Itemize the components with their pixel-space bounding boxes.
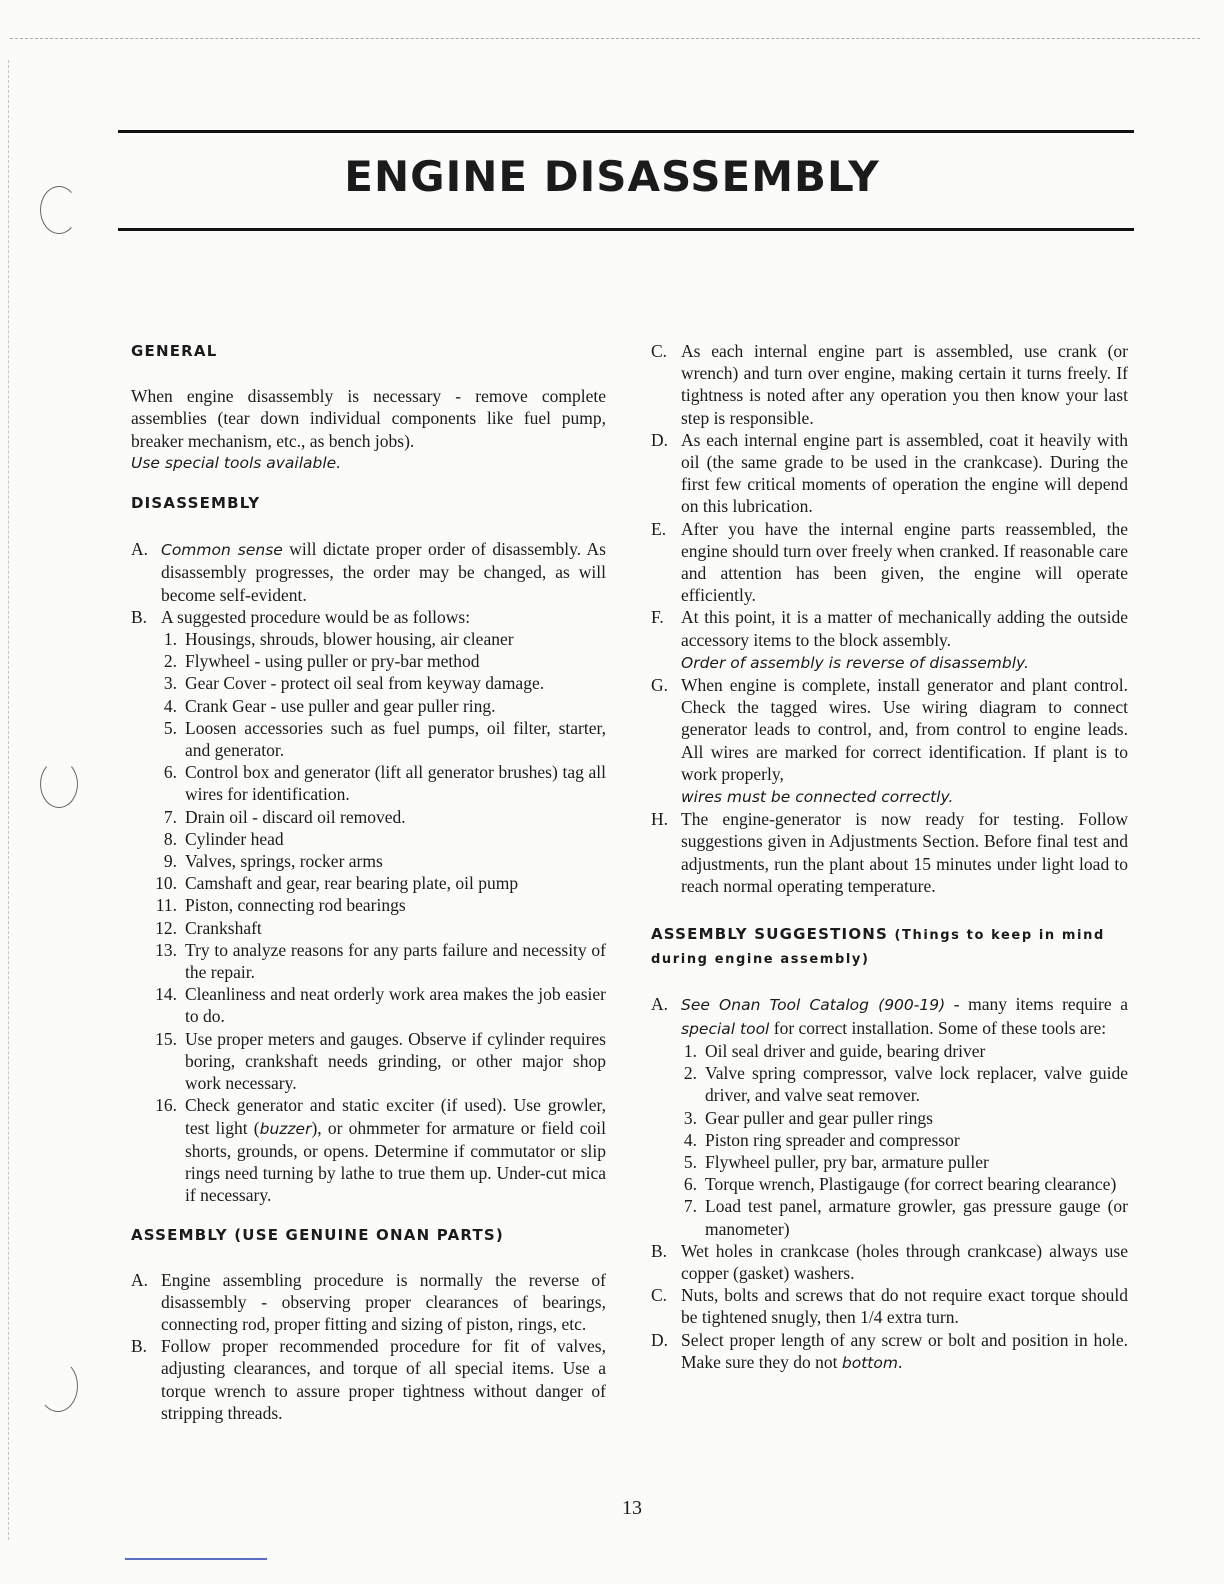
item-letter: H.	[651, 809, 669, 830]
step-number: 11.	[155, 895, 177, 916]
page-title: ENGINE DISASSEMBLY	[344, 152, 880, 201]
step-text: Crankshaft	[185, 917, 262, 938]
step-number: 16.	[155, 1095, 177, 1116]
procedure-step	[153, 695, 606, 717]
item-text: Wet holes in crankcase (holes through crankcase) always use copper (gasket) washers.	[681, 1240, 1128, 1283]
procedure-step	[153, 872, 606, 894]
item-letter: A.	[131, 1269, 149, 1290]
step-number: 14.	[155, 984, 177, 1005]
procedure-step	[153, 761, 606, 805]
item-letter: D.	[651, 1329, 669, 1350]
bottom-emphasis: bottom	[841, 1353, 898, 1372]
procedure-step	[153, 717, 606, 761]
tool-number: 2.	[683, 1063, 697, 1084]
tool-item	[673, 1040, 1128, 1062]
tool-number: 1.	[683, 1040, 697, 1061]
item-letter: E.	[651, 518, 667, 539]
tool-text: Valve spring compressor, valve lock replacer, valve guide driver, and valve seat remover.	[705, 1063, 1128, 1106]
step-text: Housings, shrouds, blower housing, air cleaner	[185, 629, 514, 650]
assembly-item-d	[651, 429, 1128, 518]
assembly-item-b	[131, 1335, 606, 1424]
step-number: 12.	[155, 917, 177, 938]
procedure-step	[153, 917, 606, 939]
right-column	[651, 340, 1128, 1374]
procedure-step	[153, 939, 606, 983]
item-text: At this point, it is a matter of mechanically adding the outside accessory items to the block assembly.	[681, 607, 1128, 650]
item-letter: G.	[651, 675, 669, 696]
step-text: Drain oil - discard oil removed.	[185, 806, 406, 827]
step-number: 7.	[163, 806, 177, 827]
procedure-step	[153, 1094, 606, 1206]
step-text: Use proper meters and gauges. Observe if cylinder requires boring, crankshaft needs grinding, or other major shop work necessary.	[185, 1028, 606, 1094]
tools-list	[651, 1040, 1128, 1240]
step-text: Try to analyze reasons for any parts failure and necessity of the repair.	[185, 939, 606, 983]
item-letter: F.	[651, 607, 664, 628]
item-text: As each internal engine part is assembled, coat it heavily with oil (the same grade to be used in the crankcase). During the first few critical moments of operation the engine will depend on this lubrication.	[681, 429, 1128, 517]
tool-item	[673, 1107, 1128, 1129]
tool-number: 7.	[683, 1196, 697, 1217]
item-text: The engine-generator is now ready for testing. Follow suggestions given in Adjustments Section. Before final test and adjustments, run the plant about 15 minutes under light load to reach normal operating temperature.	[681, 809, 1128, 896]
tool-catalog-reference: See Onan Tool Catalog (900-19)	[681, 996, 946, 1015]
scan-speckle-top	[10, 38, 1200, 39]
procedure-step	[153, 806, 606, 828]
disassembly-heading: DISASSEMBLY	[131, 494, 261, 513]
suggestion-item-c	[651, 1284, 1128, 1328]
item-text: for correct installation. Some of these tools are:	[769, 1017, 1107, 1038]
procedure-step	[153, 1028, 606, 1095]
page-edge-mark	[125, 1558, 267, 1560]
buzzer-emphasis: buzzer	[259, 1119, 312, 1138]
step-number: 6.	[163, 762, 177, 783]
step-text: Flywheel - using puller or pry-bar method	[185, 651, 480, 672]
tool-text: Gear puller and gear puller rings	[705, 1107, 933, 1128]
item-text: A suggested procedure would be as follows:	[161, 606, 471, 627]
step-text-part: Check generator and static exciter (if used). Use growler, test light (	[185, 1095, 606, 1138]
step-text: Crank Gear - use puller and gear puller ring.	[185, 695, 496, 716]
left-column	[131, 340, 606, 1424]
item-text: Nuts, bolts and screws that do not require exact torque should be tightened snugly, then 1/4 extra turn.	[681, 1285, 1128, 1328]
step-text: Control box and generator (lift all generator brushes) tag all wires for identification.	[185, 762, 606, 805]
step-text-part: ), or ohmmeter for armature or field coil shorts, grounds, or opens. Determine if commutator or slip rings need turning by lathe to true them up. Under-cut mica if necessary.	[185, 1117, 606, 1206]
step-text: Loosen accessories such as fuel pumps, oil filter, starter, and generator.	[185, 717, 606, 761]
item-note: wires must be connected correctly.	[681, 788, 954, 807]
step-number: 5.	[163, 717, 177, 738]
procedure-list	[131, 628, 606, 1206]
item-letter: C.	[651, 1285, 668, 1306]
disassembly-item-b	[131, 606, 606, 628]
tool-item	[673, 1151, 1128, 1173]
step-text: Cleanliness and neat orderly work area makes the job easier to do.	[185, 984, 606, 1027]
item-text: will dictate proper order of disassembly. As disassembly progresses, the order may be changed, as will become self-evident.	[161, 539, 606, 605]
step-text: Valves, springs, rocker arms	[185, 851, 383, 872]
general-body: When engine disassembly is necessary - remove complete assemblies (tear down individual components like fuel pump, breaker mechanism, etc., as bench jobs).	[131, 386, 606, 451]
assembly-heading: ASSEMBLY (USE GENUINE ONAN PARTS)	[131, 1226, 504, 1245]
item-text: .	[897, 1351, 903, 1372]
item-text: Follow proper recommended procedure for fit of valves, adjusting clearances, and torque of all special items. Use a torque wrench to assure proper tightness without danger of stripping threads.	[161, 1336, 606, 1423]
title-bottom-rule	[118, 228, 1134, 231]
tool-number: 3.	[683, 1107, 697, 1128]
step-number: 3.	[163, 673, 177, 694]
tool-number: 4.	[683, 1129, 697, 1150]
tool-item	[673, 1173, 1128, 1195]
procedure-step	[153, 850, 606, 872]
suggestion-item-a	[651, 993, 1128, 1039]
binder-hole-bottom	[38, 1360, 78, 1412]
item-text: As each internal engine part is assembled, use crank (or wrench) and turn over engine, making certain it turns freely. If tightness is noted after any operation you then know your last step is responsible.	[681, 341, 1128, 428]
tool-text: Torque wrench, Plastigauge (for correct bearing clearance)	[705, 1174, 1117, 1195]
suggestions-title: ASSEMBLY SUGGESTIONS	[651, 925, 889, 944]
step-number: 4.	[163, 695, 177, 716]
item-letter: B.	[651, 1240, 668, 1261]
tool-number: 6.	[683, 1174, 697, 1195]
item-text: - many items require a	[945, 994, 1128, 1015]
general-heading: GENERAL	[131, 342, 218, 360]
suggestions-subtitle: (Things to keep in mind during engine assembly)	[651, 928, 1105, 968]
item-letter: B.	[131, 1336, 148, 1357]
step-number: 2.	[163, 651, 177, 672]
item-text: Engine assembling procedure is normally the reverse of disassembly - observing proper clearances of bearings, connecting rod, proper fitting and sizing of piston, rings, etc.	[161, 1269, 606, 1334]
step-number: 1.	[163, 629, 177, 650]
procedure-step	[153, 894, 606, 916]
tool-number: 5.	[683, 1151, 697, 1172]
assembly-item-c	[651, 340, 1128, 429]
procedure-step	[153, 650, 606, 672]
disassembly-item-a	[131, 538, 606, 606]
suggestion-item-d	[651, 1329, 1128, 1374]
item-letter: C.	[651, 341, 668, 361]
tool-text: Oil seal driver and guide, bearing driver	[705, 1040, 986, 1061]
step-number: 10.	[155, 873, 177, 894]
tool-text: Flywheel puller, pry bar, armature puller	[705, 1151, 989, 1172]
assembly-list	[131, 1269, 606, 1424]
tool-text: Load test panel, armature growler, gas pressure gauge (or manometer)	[705, 1196, 1128, 1239]
step-number: 15.	[155, 1028, 177, 1049]
general-note: Use special tools available.	[131, 453, 342, 472]
item-text: Select proper length of any screw or bolt and position in hole. Make sure they do not	[681, 1329, 1128, 1372]
step-text: Cylinder head	[185, 828, 284, 849]
page-number: 13	[622, 1497, 642, 1519]
binder-hole-middle	[40, 760, 78, 808]
procedure-step	[153, 628, 606, 650]
step-text	[185, 1094, 606, 1206]
step-text: Piston, connecting rod bearings	[185, 895, 406, 916]
procedure-step	[153, 672, 606, 694]
title-top-rule	[118, 130, 1134, 133]
item-letter: A.	[651, 994, 669, 1015]
step-number: 8.	[163, 828, 177, 849]
item-letter: B.	[131, 606, 148, 627]
special-tool-emphasis: special tool	[681, 1019, 770, 1038]
tool-item	[673, 1195, 1128, 1239]
assembly-item-f	[651, 606, 1128, 674]
item-letter: D.	[651, 429, 669, 450]
assembly-suggestions-heading	[651, 923, 1128, 971]
assembly-continued-list	[651, 340, 1128, 897]
scan-speckle-left	[8, 60, 9, 1540]
tool-text: Piston ring spreader and compressor	[705, 1129, 960, 1150]
step-text: Gear Cover - protect oil seal from keyway damage.	[185, 673, 545, 694]
tool-item	[673, 1062, 1128, 1106]
item-note: Order of assembly is reverse of disassembly.	[681, 653, 1029, 672]
procedure-step	[153, 983, 606, 1027]
item-text: When engine is complete, install generator and plant control. Check the tagged wires. Use wiring diagram to connect generator leads to control, and, from control to engine leads. All wires are marked for correct identification. If plant is to work properly,	[681, 675, 1128, 784]
suggestion-item-b	[651, 1240, 1128, 1284]
assembly-item-h	[651, 808, 1128, 897]
assembly-item-a	[131, 1269, 606, 1336]
tool-item	[673, 1129, 1128, 1151]
procedure-step	[153, 828, 606, 850]
item-text: After you have the internal engine parts reassembled, the engine should turn over freely when cranked. If reasonable care and attention has been given, the engine will operate efficiently.	[681, 518, 1128, 606]
step-text: Camshaft and gear, rear bearing plate, oil pump	[185, 873, 519, 894]
item-letter: A.	[131, 539, 149, 560]
common-sense-emphasis: Common sense	[161, 541, 283, 560]
step-number: 13.	[155, 939, 177, 960]
assembly-item-e	[651, 518, 1128, 607]
step-number: 9.	[163, 851, 177, 872]
assembly-item-g	[651, 674, 1128, 808]
